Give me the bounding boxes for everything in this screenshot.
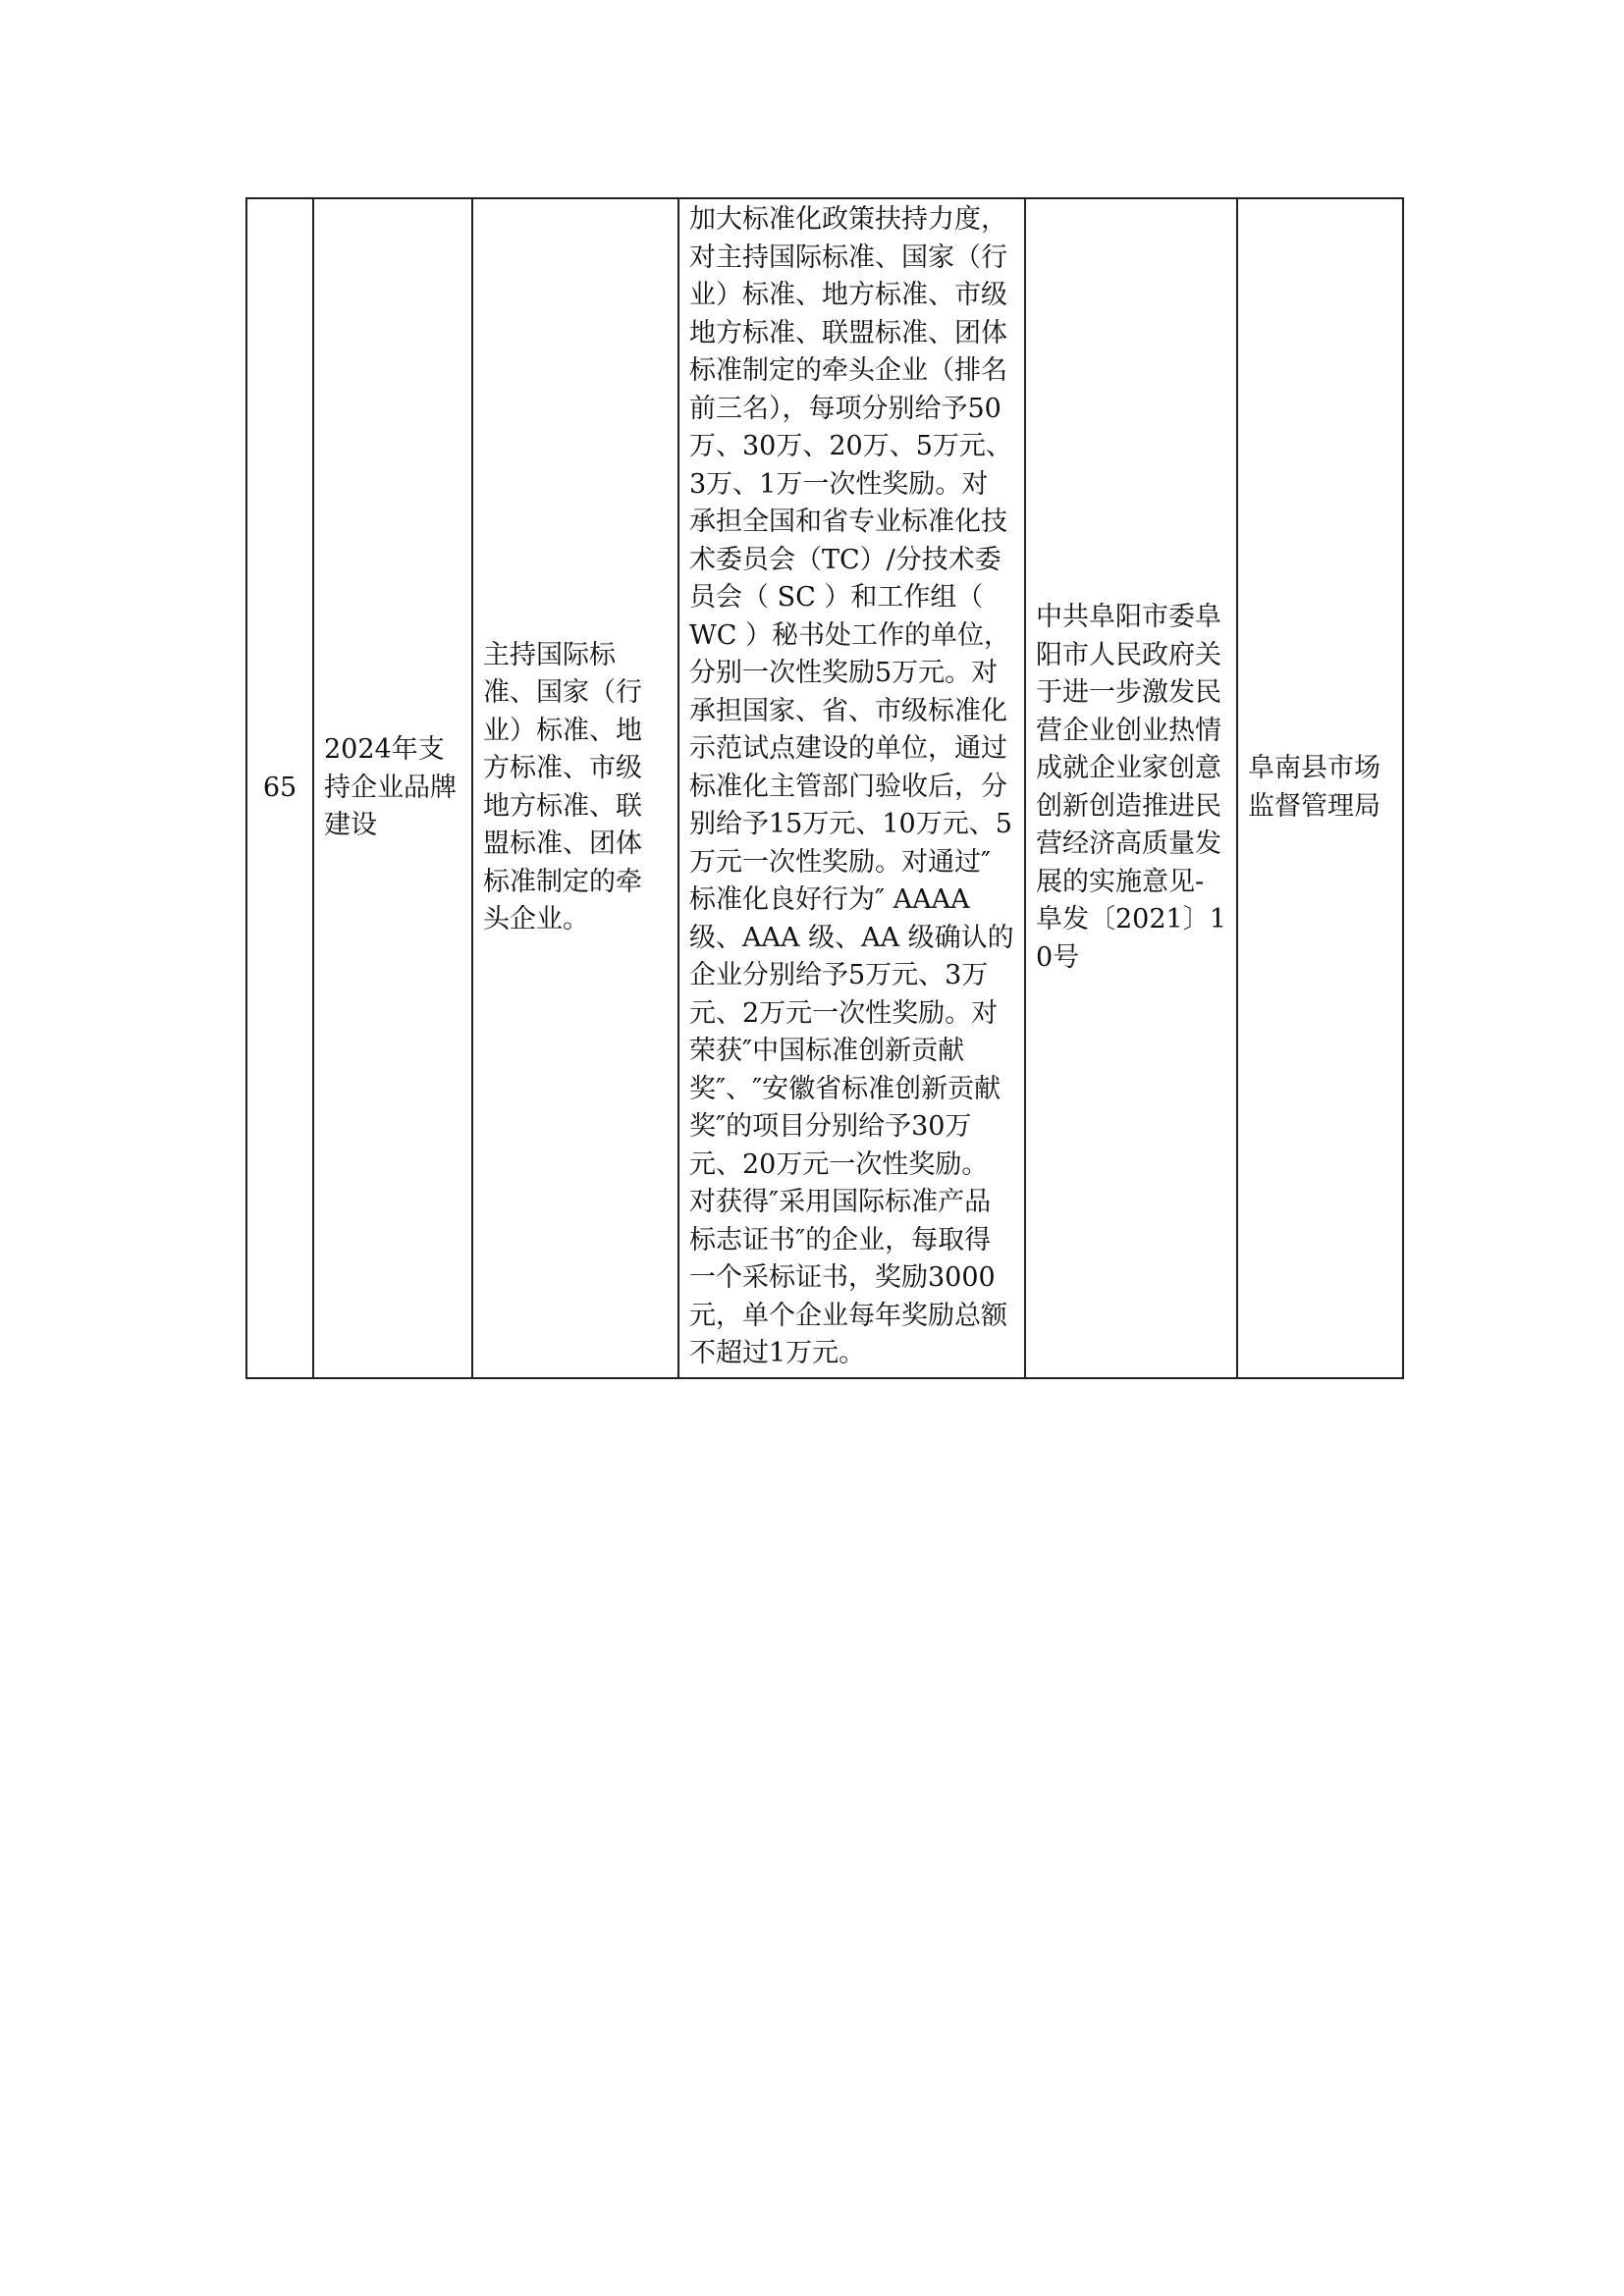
project-name: 2024年支持企业品牌建设 <box>324 734 457 840</box>
project-name-cell <box>313 198 472 1378</box>
policy-basis: 中共阜阳市委阜阳市人民政府关于进一步激发民营企业创业热情成就企业家创意创新创造推进民营经济高质量发展的实施意见-阜发〔2021〕10号 <box>1036 602 1226 973</box>
row-number-cell <box>246 198 313 1378</box>
policy-table <box>245 197 1404 1379</box>
policy-basis-cell <box>1025 198 1237 1378</box>
support-target-cell <box>472 198 678 1378</box>
table-row <box>246 198 1403 1378</box>
row-number: 65 <box>262 772 298 803</box>
support-target: 主持国际标准、国家（行业）标准、地方标准、市级地方标准、联盟标准、团体标准制定的牵头企业。 <box>483 639 642 935</box>
support-content: 加大标准化政策扶持力度，对主持国际标准、国家（行业）标准、地方标准、市级地方标准、联盟标准、团体标准制定的牵头企业（排名前三名），每项分别给予50万、30万、20万、5万元、3万、1万一次性奖励。对承担全国和省专业标准化技术委员会（TC）/分技术委员会（ SC ）和工作组（ WC ）秘书处工作的单位，分别一次性奖励5万元。对承担国家、省、市级标准化示范试点建设的单位，通过标准化主管部门验收后，分别给予15万元、10万元、5万元一次性奖励。对通过″标准化良好行为″ AAAA 级、AAA 级、AA 级确认的企业分别给予5万元、3万元、2万元一次性奖励。对荣获″中国标准创新贡献奖″、″安徽省标准创新贡献奖″的项目分别给予30万元、20万元一次性奖励。对获得″采用国际标准产品标志证书″的企业，每取得一个采标证书，奖励3000元，单个企业每年奖励总额不超过1万元。 <box>689 204 1014 1368</box>
support-content-cell <box>678 198 1025 1378</box>
department-cell <box>1237 198 1403 1378</box>
responsible-department: 阜南县市场监督管理局 <box>1248 753 1380 822</box>
